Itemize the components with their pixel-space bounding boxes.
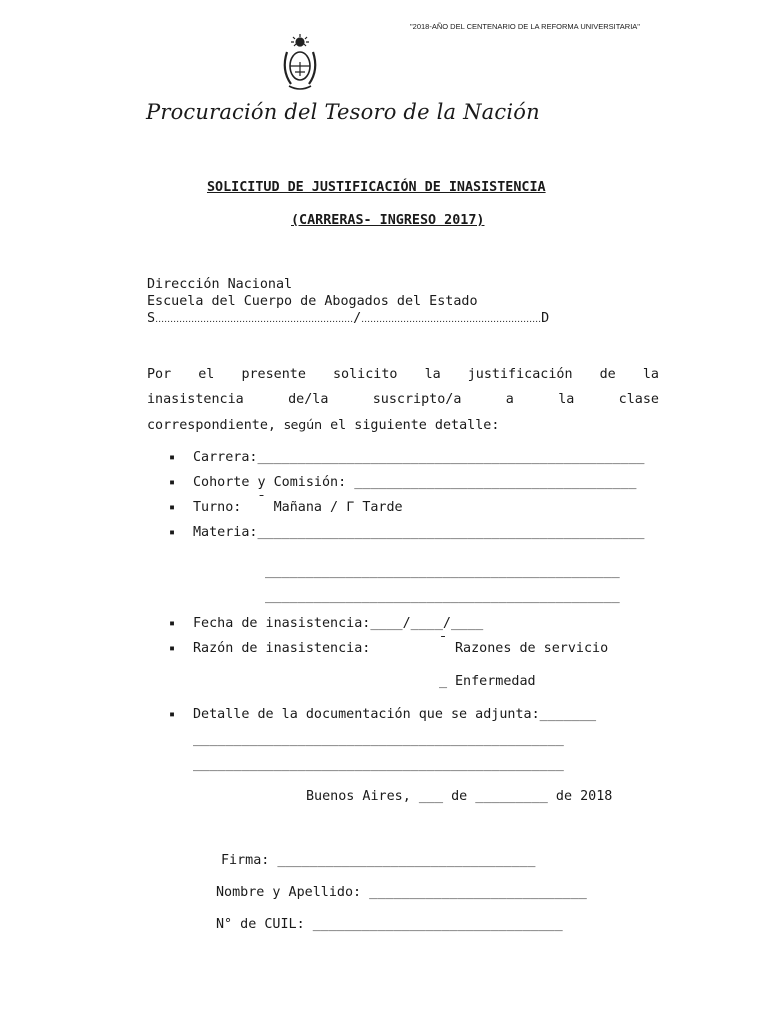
- agency-name: Procuración del Tesoro de la Nación: [146, 100, 540, 124]
- bullet-marker: ▪: [169, 709, 176, 720]
- turno-manana-label: Mañana /: [273, 500, 339, 515]
- intro-line3: correspondiente, según el siguiente detalle:: [147, 417, 500, 433]
- intro-word: la: [558, 392, 575, 407]
- bullet-marker: ▪: [169, 618, 176, 629]
- document-title: SOLICITUD DE JUSTIFICACIÓN DE INASISTENCIA: [207, 180, 546, 195]
- intro-word: a: [505, 392, 514, 407]
- razon-enfermedad-label: Enfermedad: [455, 674, 536, 689]
- turno-manana-checkbox[interactable]: ¯: [257, 494, 266, 509]
- bullet-marker: ▪: [169, 527, 176, 538]
- intro-word: de: [599, 367, 616, 382]
- intro-word: justificación: [467, 367, 573, 382]
- intro-word: solicito: [333, 367, 398, 382]
- detalle-documentacion-line3[interactable]: ______________________________________________: [193, 757, 564, 772]
- bullet-marker: ▪: [169, 643, 176, 654]
- addressee-line1: Dirección Nacional: [147, 277, 293, 292]
- cuil-field[interactable]: N° de CUIL: _______________________________: [216, 917, 563, 932]
- document-subtitle: (CARRERAS- INGRESO 2017): [291, 213, 485, 228]
- fecha-inasistencia-field[interactable]: Fecha de inasistencia:____/____/____: [193, 616, 484, 631]
- materia-field-line2[interactable]: ____________________________________________: [265, 564, 620, 579]
- intro-word: Por: [147, 367, 172, 382]
- place-date-line[interactable]: Buenos Aires, ___ de _________ de 2018: [306, 789, 613, 804]
- intro-word: la: [424, 367, 441, 382]
- materia-field[interactable]: Materia:________________________________________________: [193, 525, 645, 540]
- cohorte-comision-field[interactable]: Cohorte y Comisión: ___________________________________: [193, 475, 637, 490]
- turno-label: Turno:: [193, 500, 242, 515]
- intro-line1: [147, 362, 659, 387]
- intro-line2: [147, 387, 659, 412]
- intro-word: clase: [618, 392, 659, 407]
- nombre-apellido-field[interactable]: Nombre y Apellido: ___________________________: [216, 885, 587, 900]
- carrera-field[interactable]: Carrera:________________________________________________: [193, 450, 645, 465]
- intro-word: inasistencia: [147, 392, 244, 407]
- razon-label: Razón de inasistencia:: [193, 641, 371, 656]
- intro-word: presente: [241, 367, 306, 382]
- intro-word: el: [198, 367, 215, 382]
- turno-tarde-checkbox[interactable]: Γ: [346, 500, 355, 515]
- materia-field-line3[interactable]: ____________________________________________: [265, 589, 620, 604]
- bullet-marker: ▪: [169, 452, 176, 463]
- intro-word: la: [642, 367, 659, 382]
- razon-servicio-label: Razones de servicio: [455, 641, 609, 656]
- turno-row: [193, 494, 403, 515]
- intro-word: suscripto/a: [372, 392, 462, 407]
- bullet-marker: ▪: [169, 502, 176, 513]
- addressee-line3: S…………………………………………………………/……………………………………………………D: [147, 311, 550, 326]
- detalle-documentacion-line2[interactable]: ______________________________________________: [193, 732, 564, 747]
- turno-tarde-label: Tarde: [362, 500, 403, 515]
- header-motto: "2018-AÑO DEL CENTENARIO DE LA REFORMA UNIVERSITARIA": [410, 22, 640, 31]
- intro-paragraph: [147, 362, 659, 438]
- firma-field[interactable]: Firma: ________________________________: [221, 853, 536, 868]
- razon-enfermedad-checkbox[interactable]: _: [439, 674, 448, 689]
- detalle-documentacion-field[interactable]: Detalle de la documentación que se adjunta:_______: [193, 707, 597, 722]
- argentine-coat-of-arms-icon: [279, 32, 321, 92]
- razon-servicio-checkbox[interactable]: ¯: [439, 635, 448, 650]
- addressee-line2: Escuela del Cuerpo de Abogados del Estado: [147, 294, 478, 309]
- bullet-marker: ▪: [169, 477, 176, 488]
- intro-word: de/la: [288, 392, 329, 407]
